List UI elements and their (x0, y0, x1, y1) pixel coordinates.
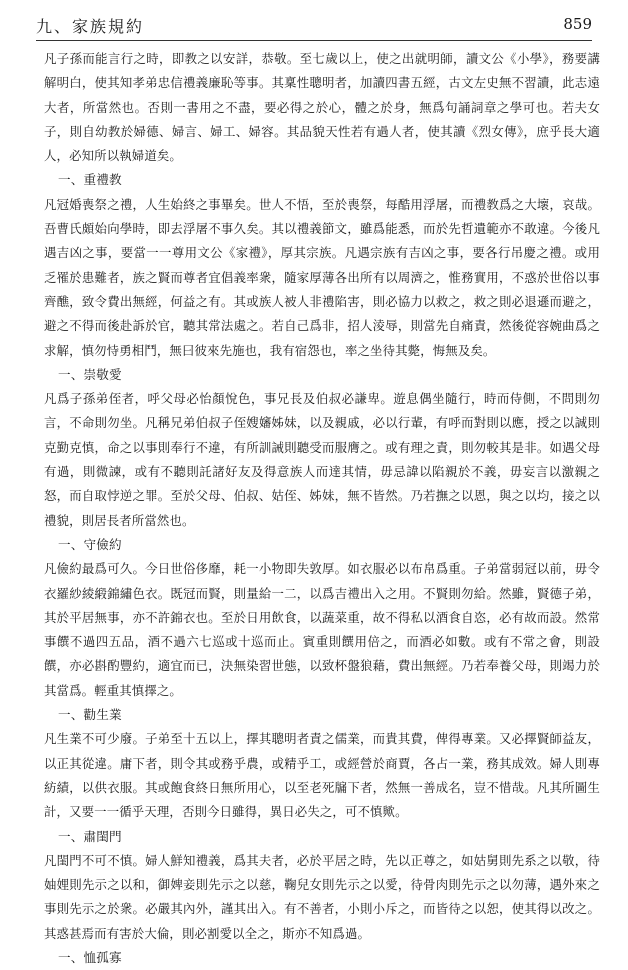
paragraph-livelihood: 凡生業不可少廢。子弟至十五以上，擇其聰明者責之儒業，而貴其費，俾得專業。又必擇賢師益友，以正其從違。庸下者，則令其或務乎農，或精乎工，或經營於商賈，各占一業，務其成效。婦人則專紡績，以供衣服。其或飽食終日無所用心，以至老死牖下者，然無一善成名，豈不惜哉。凡其所圖生計，又要一一循乎天理，否則今日雖得，異日必失之，可不慎歟。 (44, 731, 600, 820)
section-heading: 一、守儉約 (58, 536, 122, 552)
section-heading: 一、勸生業 (58, 707, 122, 723)
page-header (36, 12, 592, 41)
section-heading: 一、崇敬愛 (58, 366, 122, 382)
page-number: 859 (563, 15, 592, 33)
chapter-title: 九、家族規約 (36, 17, 145, 36)
paragraph-ritual: 凡冠婚喪祭之禮，人生始終之事畢矣。世人不悟，至於喪祭，每酷用浮屠，而禮教爲之大壞，哀哉。吾曹氏頗始向學時，即去浮屠不事久矣。其以禮義節文，雖爲能悉，而於先哲遺範亦不敢違。今後凡遇吉凶之事，要當一一尊用文公《家禮》，厚其宗族。凡遇宗族有吉凶之事，要各行吊慶之禮。或用乏罹於患難者，族之賢而尊者宜倡義率衆，隨家厚薄各出所有以周濟之，惟務實用，不惑於世俗以事齊醮，致令費出無經，何益之有。其或族人被人非禮陷害，則必協力以救之，救之則必退遜而避之，避之不得而後赴訴於官，聽其常法處之。若自己爲非，招人淩辱，則當先自痛責，然後從容婉曲爲之求解，慎勿恃勇相鬥，無曰彼來先施也，我有宿怨也，率之坐待其斃，悔無及矣。 (44, 196, 600, 358)
paragraph-frugality: 凡儉約最爲可久。今日世俗侈靡，耗一小物即失敦厚。如衣服必以布帛爲重。子弟當弱冠以前，毋令衣羅紗綾緞錦繡色衣。既冠而賢，則量給一二，以爲吉禮出入之用。不賢則勿給。然雖，賢德子弟，其於平居無事，亦不許錦衣也。至於日用飲食，以蔬菜重，故不得私以酒食自恣，必有故而設。然常事饌不過四五品，酒不過六七巡或十巡而止。賓重則饌用倍之，而酒必如數。或有不常之會，則設饌，亦必斟酌豐約，適宜而已，決無染習世態，以致杯盤狼藉，費出無經。乃若奉養父母，則竭力於其當爲。輕重其慎擇之。 (44, 561, 600, 698)
paragraph-respect: 凡爲子孫弟侄者，呼父母必怡顏悅色，事兄長及伯叔必謙卑。遊息偶坐隨行，時而侍側，不問則勿言，不命則勿坐。凡稱兄弟伯叔子侄嫂嬸姊妹，以及親戚，必以行輩，有呼而對則以應，授之以誠則克勤克慎，命之以事則奉行不違，有所訓誡則聽受而服膺之。或有理之責，則勿較其是非。如遇父母有過，則微諫，或有不聽則託諸好友及得意族人而達其情，毋忌諱以陷親於不義，毋妄言以激親之怒，而自取悖逆之罪。至於父母、伯叔、姑侄、姊妹，無不皆然。乃若撫之以恩，與之以均，接之以禮貌，則居長者所當然也。 (44, 391, 600, 528)
section-heading: 一、恤孤寡 (58, 949, 122, 965)
section-heading: 一、肅閨門 (58, 828, 122, 844)
paragraph-household: 凡閨門不可不慎。婦人鮮知禮義，爲其夫者，必於平居之時，先以正尊之，如姑舅則先系之以敬，待妯娌則先示之以和，御婢妾則先示之以慈，鞠兒女則先示之以愛，待骨肉則先示之以勿薄，遇外來之事則先示之於衆。必嚴其內外，謹其出入。有不善者，小則小斥之，而皆待之以恕，使其得以改之。其惑甚焉而有害於大倫，則必割愛以全之，斯亦不知爲過。 (44, 852, 600, 941)
section-heading: 一、重禮教 (58, 172, 122, 188)
document-body (44, 47, 600, 970)
paragraph-education: 凡子孫而能言行之時，即教之以安詳，恭敬。至七歲以上，使之出就明師，讀文公《小學》，務要講解明白，使其知孝弟忠信禮義廉恥等事。其稟性聰明者，加讀四書五經，古文左史無不習讀，此志遠大者，所當然也。否則一書用之不盡，要必得之於心，體之於身，無爲句誦詞章之學可也。若夫女子，則自幼教於婦德、婦言、婦工、婦容。其品貌天性若有過人者，使其讀《烈女傳》，庶乎長大適人，必知所以執婦道矣。 (44, 51, 600, 164)
